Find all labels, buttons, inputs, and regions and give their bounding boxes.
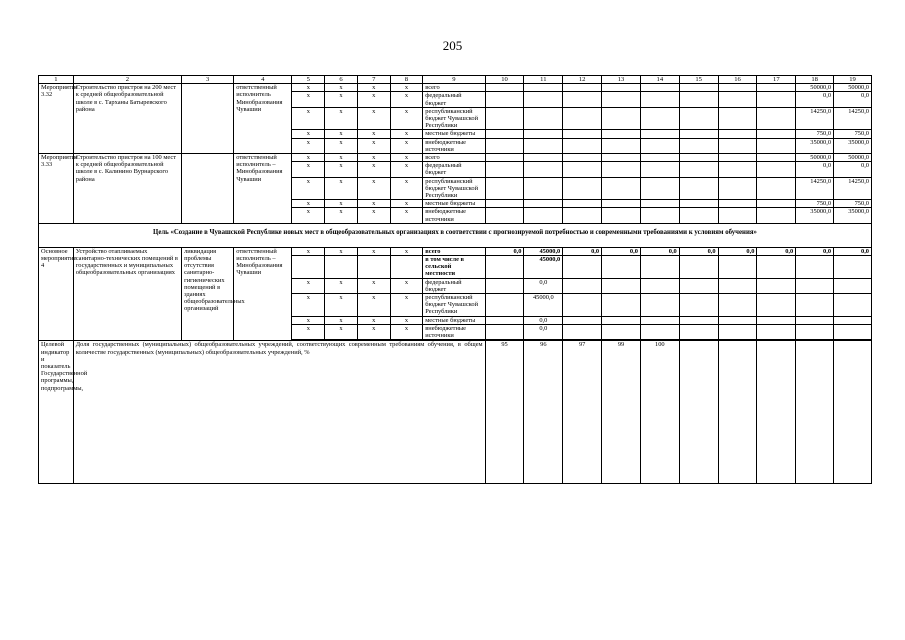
code-cell: x (292, 162, 325, 177)
code-cell: x (390, 324, 423, 339)
code-cell: x (390, 316, 423, 324)
goal-row (39, 223, 872, 247)
code-cell: x (357, 107, 390, 130)
value-cell: 50000,0 (834, 154, 872, 162)
code-cell: x (390, 162, 423, 177)
source-cell: федеральный бюджет (423, 92, 485, 107)
code-cell: x (325, 130, 358, 138)
code-cell: x (292, 107, 325, 130)
code-cell: x (357, 278, 390, 293)
source-cell: всего (423, 154, 485, 162)
value-cell: 0,0 (834, 247, 872, 255)
col-header: 10 (485, 76, 524, 84)
goal-heading: Цель «Создание в Чувашской Республике новых мест в общеобразовательных организациях в соответствии с прогнозируемой потребностью и современными требованиями к условиям обучения» (39, 223, 872, 247)
code-cell: x (357, 162, 390, 177)
value-cell: 0,0 (796, 92, 834, 107)
value-cell: 750,0 (834, 200, 872, 208)
value-cell: 0,0 (524, 324, 563, 339)
col-header: 17 (757, 76, 796, 84)
value-cell: 0,0 (757, 247, 796, 255)
code-cell: x (390, 107, 423, 130)
code-cell: x (325, 324, 358, 339)
source-cell: всего (423, 84, 485, 92)
measure-label: Основное мероприятие 4 (39, 247, 74, 340)
indicator-value: 100 (640, 341, 679, 484)
col-header: 9 (423, 76, 485, 84)
code-cell: x (325, 247, 358, 255)
code-cell: x (357, 177, 390, 200)
page-number: 205 (442, 38, 463, 53)
code-cell: x (390, 177, 423, 200)
source-cell: внебюджетные источники (423, 324, 485, 339)
col-header: 7 (357, 76, 390, 84)
source-cell: местные бюджеты (423, 200, 485, 208)
value-cell: 14250,0 (834, 177, 872, 200)
code-cell: x (292, 324, 325, 339)
code-cell: x (292, 247, 325, 255)
code-cell: x (390, 278, 423, 293)
value-cell: 35000,0 (834, 138, 872, 153)
code-cell: x (357, 200, 390, 208)
code-cell: x (357, 130, 390, 138)
value-cell: 750,0 (796, 200, 834, 208)
value-cell: 750,0 (834, 130, 872, 138)
col-header: 15 (679, 76, 718, 84)
budget-table (38, 75, 872, 484)
code-cell: x (292, 130, 325, 138)
value-cell: 14250,0 (834, 107, 872, 130)
code-cell: x (325, 208, 358, 223)
measure-purpose: ликвидация проблемы отсутствия санитарно-гигиенических помещений в зданиях общеобразовательных организаций (182, 247, 234, 340)
value-cell: 50000,0 (834, 84, 872, 92)
col-header: 1 (39, 76, 74, 84)
code-cell: x (292, 92, 325, 107)
table-row (39, 247, 872, 255)
col-header: 5 (292, 76, 325, 84)
code-cell: x (357, 154, 390, 162)
code-cell: x (325, 162, 358, 177)
value-cell: 0,0 (563, 247, 602, 255)
code-cell: x (390, 200, 423, 208)
code-cell: x (390, 92, 423, 107)
source-cell: республиканский бюджет Чувашской Республики (423, 177, 485, 200)
code-cell: x (357, 208, 390, 223)
col-header: 11 (524, 76, 563, 84)
source-cell: федеральный бюджет (423, 162, 485, 177)
value-cell: 0,0 (834, 92, 872, 107)
source-cell: внебюджетные источники (423, 138, 485, 153)
indicator-row (39, 341, 872, 484)
col-header: 2 (73, 76, 181, 84)
value-cell: 14250,0 (796, 107, 834, 130)
code-cell: x (357, 92, 390, 107)
indicator-text: Доля государственных (муниципальных) общеобразовательных учреждений, соответствующих современным требованиям обучения, в общем количестве государственных (муниципальных) общеобразовательных учреждений, % (73, 341, 485, 484)
value-cell: 750,0 (796, 130, 834, 138)
col-header: 3 (182, 76, 234, 84)
source-cell: всего (423, 247, 485, 255)
code-cell: x (292, 208, 325, 223)
source-cell: местные бюджеты (423, 130, 485, 138)
col-header: 6 (325, 76, 358, 84)
code-cell: x (292, 177, 325, 200)
col-header: 13 (602, 76, 641, 84)
code-cell: x (390, 84, 423, 92)
code-cell: x (292, 200, 325, 208)
code-cell: x (390, 138, 423, 153)
col-header: 16 (718, 76, 757, 84)
value-cell: 0,0 (602, 247, 641, 255)
col-header: 18 (796, 76, 834, 84)
code-cell: x (357, 316, 390, 324)
code-cell: x (390, 130, 423, 138)
code-cell: x (390, 154, 423, 162)
code-cell: x (357, 247, 390, 255)
executor: ответственный исполнитель – Минобразования Чувашии (234, 154, 292, 224)
code-cell: x (325, 278, 358, 293)
value-cell: 50000,0 (796, 84, 834, 92)
indicator-label: Целевой индикатор и показатель Государственной программы, подпрограммы, (39, 341, 74, 484)
table-row (39, 154, 872, 162)
code-cell: x (325, 84, 358, 92)
indicator-value: 97 (563, 341, 602, 484)
measure-label: Мероприятие 3.33 (39, 154, 74, 224)
value-cell: 45000,0 (524, 247, 563, 255)
source-cell: внебюджетные источники (423, 208, 485, 223)
code-cell: x (390, 294, 423, 317)
value-cell: 0,0 (679, 247, 718, 255)
indicator-value: 95 (485, 341, 524, 484)
code-cell: x (325, 200, 358, 208)
value-cell: 45000,0 (524, 256, 563, 279)
code-cell: x (325, 316, 358, 324)
value-cell: 35000,0 (796, 208, 834, 223)
measure-name: Строительство пристроя на 100 мест к средней общеобразовательной школе в с. Калинино Вурнарского района (73, 154, 181, 224)
measure-name: Строительство пристроя на 200 мест к средней общеобразовательной школе в с. Тарханы Батыревского района (73, 84, 181, 154)
code-cell: x (325, 177, 358, 200)
table-row (39, 84, 872, 92)
value-cell: 0,0 (834, 162, 872, 177)
code-cell: x (292, 138, 325, 153)
code-cell: x (292, 294, 325, 317)
measure-name: Устройство отапливаемых санитарно-технических помещений в государственных и муниципальных общеобразовательных организациях (73, 247, 181, 340)
code-cell: x (390, 247, 423, 255)
code-cell: x (357, 324, 390, 339)
col-header: 4 (234, 76, 292, 84)
value-cell: 35000,0 (796, 138, 834, 153)
header-row (39, 76, 872, 84)
code-cell: x (325, 138, 358, 153)
code-cell: x (292, 316, 325, 324)
col-header: 14 (640, 76, 679, 84)
value-cell: 0,0 (524, 278, 563, 293)
code-cell: x (357, 138, 390, 153)
value-cell: 0,0 (796, 162, 834, 177)
source-cell: местные бюджеты (423, 316, 485, 324)
code-cell: x (325, 154, 358, 162)
source-cell: в том числе в сельской местности (423, 256, 485, 279)
indicator-value: 99 (602, 341, 641, 484)
value-cell: 45000,0 (524, 294, 563, 317)
code-cell: x (292, 84, 325, 92)
code-cell: x (357, 84, 390, 92)
code-cell: x (292, 154, 325, 162)
source-cell: республиканский бюджет Чувашской Республики (423, 294, 485, 317)
indicator-value: 96 (524, 341, 563, 484)
code-cell: x (390, 208, 423, 223)
value-cell: 14250,0 (796, 177, 834, 200)
code-cell: x (325, 294, 358, 317)
value-cell: 0,0 (796, 247, 834, 255)
source-cell: федеральный бюджет (423, 278, 485, 293)
executor: ответственный исполнитель – Минобразования Чувашии (234, 247, 292, 340)
measure-label: Мероприятие 3.32 (39, 84, 74, 154)
code-cell: x (357, 294, 390, 317)
value-cell: 35000,0 (834, 208, 872, 223)
value-cell: 0,0 (640, 247, 679, 255)
value-cell: 0,0 (718, 247, 757, 255)
value-cell: 50000,0 (796, 154, 834, 162)
executor: ответственный исполнитель Минобразования Чувашии (234, 84, 292, 154)
col-header: 12 (563, 76, 602, 84)
value-cell: 0,0 (485, 247, 524, 255)
code-cell: x (292, 278, 325, 293)
code-cell: x (325, 92, 358, 107)
code-cell: x (325, 107, 358, 130)
col-header: 8 (390, 76, 423, 84)
source-cell: республиканский бюджет Чувашской Республики (423, 107, 485, 130)
col-header: 19 (834, 76, 872, 84)
value-cell: 0,0 (524, 316, 563, 324)
